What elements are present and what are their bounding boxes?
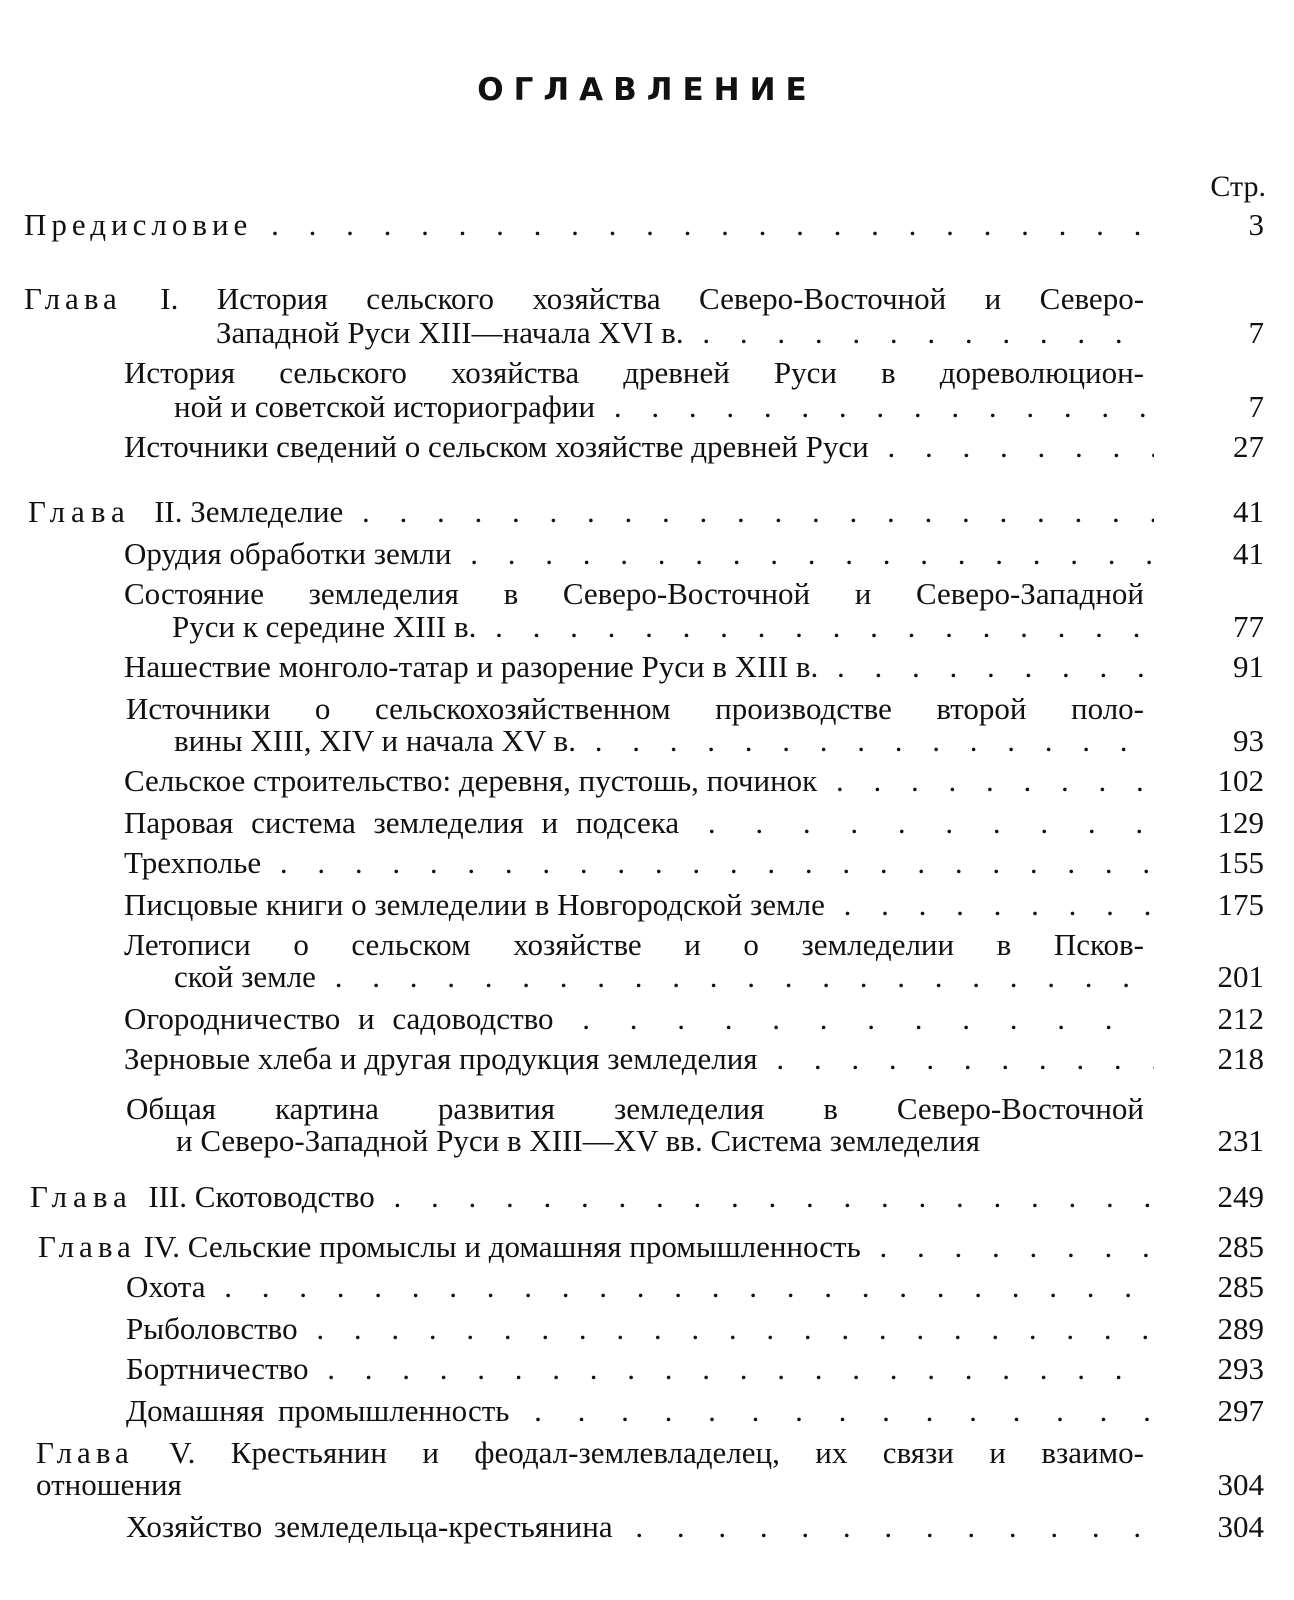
toc-entry-label: Рыболовство . . . [126, 1312, 1154, 1346]
toc-entry-label-line-2: и Северо-Западной Руси в XIII—XV вв. Система земледелия [176, 1123, 980, 1158]
toc-entry-label: Писцовые книги о земледелии в Новгородской земле . . . [124, 888, 1154, 922]
chapter-prefix: Глава [24, 281, 122, 316]
toc-entry-label: Сельское строительство: деревня, пустошь, починок . . . [124, 764, 1154, 798]
toc-entry-label-text: I. История сельского хозяйства Северо-Восточной и Северо- [160, 281, 1145, 316]
chapter-prefix: Глава [30, 1180, 133, 1214]
toc-entry-label-text: III. Скотоводство [148, 1180, 375, 1214]
toc-entry-label: Охота . . . [126, 1270, 1154, 1304]
toc-entry-page: 41 [1233, 536, 1264, 571]
toc-entry-page: 7 [1248, 389, 1264, 424]
toc-entry-label-line-1: История сельского хозяйства древней Руси в дореволюцион- [124, 355, 1144, 390]
toc-entry-page: 175 [1217, 887, 1264, 922]
toc-entry-page: 27 [1233, 429, 1264, 464]
toc-entry-label: Домашняя промышленность . . . [126, 1394, 1154, 1428]
toc-entry-page: 297 [1217, 1393, 1264, 1428]
toc-entry-label-line-2: отношения [36, 1467, 182, 1502]
toc-entry-page: 304 [1217, 1467, 1264, 1502]
toc-entry-page: 293 [1217, 1351, 1264, 1386]
toc-entry-page: 155 [1217, 845, 1264, 880]
toc-entry-page: 289 [1217, 1311, 1264, 1346]
toc-entry-page: 102 [1217, 763, 1264, 798]
toc-entry-label [38, 1230, 1154, 1264]
toc-entry-label: Источники сведений о сельском хозяйстве древней Руси . . . [124, 430, 1154, 464]
toc-entry-label [30, 1180, 1154, 1214]
toc-entry-label-line-2: вины XIII, XIV и начала XV в. . . . [174, 724, 1154, 758]
chapter-prefix: Глава [28, 495, 131, 529]
toc-entry-label-text: IV. Сельские промыслы и домашняя промышленность [143, 1230, 861, 1264]
chapter-prefix: Глава [38, 1230, 136, 1264]
toc-entry-label-text: II. Земледелие [154, 495, 344, 529]
toc-entry-label-line-2: ской земле . . . [174, 960, 1154, 994]
toc-entry-label: Орудия обработки земли . . . [124, 537, 1154, 571]
toc-entry-page: 7 [1248, 315, 1264, 350]
toc-entry-label-line-1 [36, 1436, 1144, 1470]
toc-entry-label [28, 495, 1154, 529]
toc-entry-page: 249 [1217, 1179, 1264, 1214]
toc-entry-page: 77 [1233, 609, 1264, 644]
toc-entry-page: 3 [1248, 207, 1264, 242]
toc-entry-label-line-2: Западной Руси XIII—начала XVI в. . . . [216, 316, 1154, 350]
toc-entry-page: 91 [1233, 649, 1264, 684]
toc-entry-page: 93 [1233, 723, 1264, 758]
toc-entry-label-text: V. Крестьянин и феодал-землевладелец, их связи и взаимо- [169, 1435, 1144, 1470]
toc-entry-label-line-1: Состояние земледелия в Северо-Восточной и Северо-Западной [124, 576, 1144, 611]
chapter-prefix: Глава [36, 1435, 134, 1470]
toc-entry-page: 231 [1217, 1123, 1264, 1158]
toc-entry-page: 304 [1217, 1509, 1264, 1544]
toc-entry-label: Зерновые хлеба и другая продукция земледелия . . . [124, 1042, 1154, 1076]
page-column-header: Стр. [1210, 170, 1266, 203]
page-title: ОГЛАВЛЕНИЕ [477, 72, 817, 108]
toc-entry-page: 218 [1217, 1041, 1264, 1076]
toc-entry-label-line-1 [24, 282, 1144, 316]
toc-entry-label: Нашествие монголо-татар и разорение Руси в XIII в. . . . [124, 650, 1154, 684]
toc-entry-label: Трехполье . . . [124, 846, 1154, 880]
toc-entry-label-line-1: Общая картина развития земледелия в Северо-Восточной [126, 1091, 1144, 1126]
toc-entry-label: Паровая система земледелия и подсека . . . [124, 806, 1154, 840]
toc-entry-page: 212 [1217, 1001, 1264, 1036]
toc-entry-page: 285 [1217, 1269, 1264, 1304]
toc-entry-label-line-2: Руси к середине XIII в. . . . [172, 610, 1154, 644]
toc-entry-page: 285 [1217, 1229, 1264, 1264]
toc-entry-label: Огородничество и садоводство . . . [124, 1002, 1154, 1036]
toc-entry-label: Хозяйство земледельца-крестьянина . . . [126, 1510, 1154, 1544]
toc-entry-label-line-1: Источники о сельскохозяйственном производстве второй поло- [126, 691, 1144, 726]
toc-entry-label: Бортничество . . . [126, 1352, 1154, 1386]
toc-entry-label-line-2: ной и советской историографии . . . [174, 390, 1154, 424]
toc-entry-label-line-1: Летописи о сельском хозяйстве и о земледелии в Псков- [124, 927, 1144, 962]
toc-entry-label: Предисловие . . . [24, 208, 1154, 242]
toc-entry-page: 41 [1233, 494, 1264, 529]
toc-entry-page: 201 [1217, 959, 1264, 994]
toc-entry-page: 129 [1217, 805, 1264, 840]
